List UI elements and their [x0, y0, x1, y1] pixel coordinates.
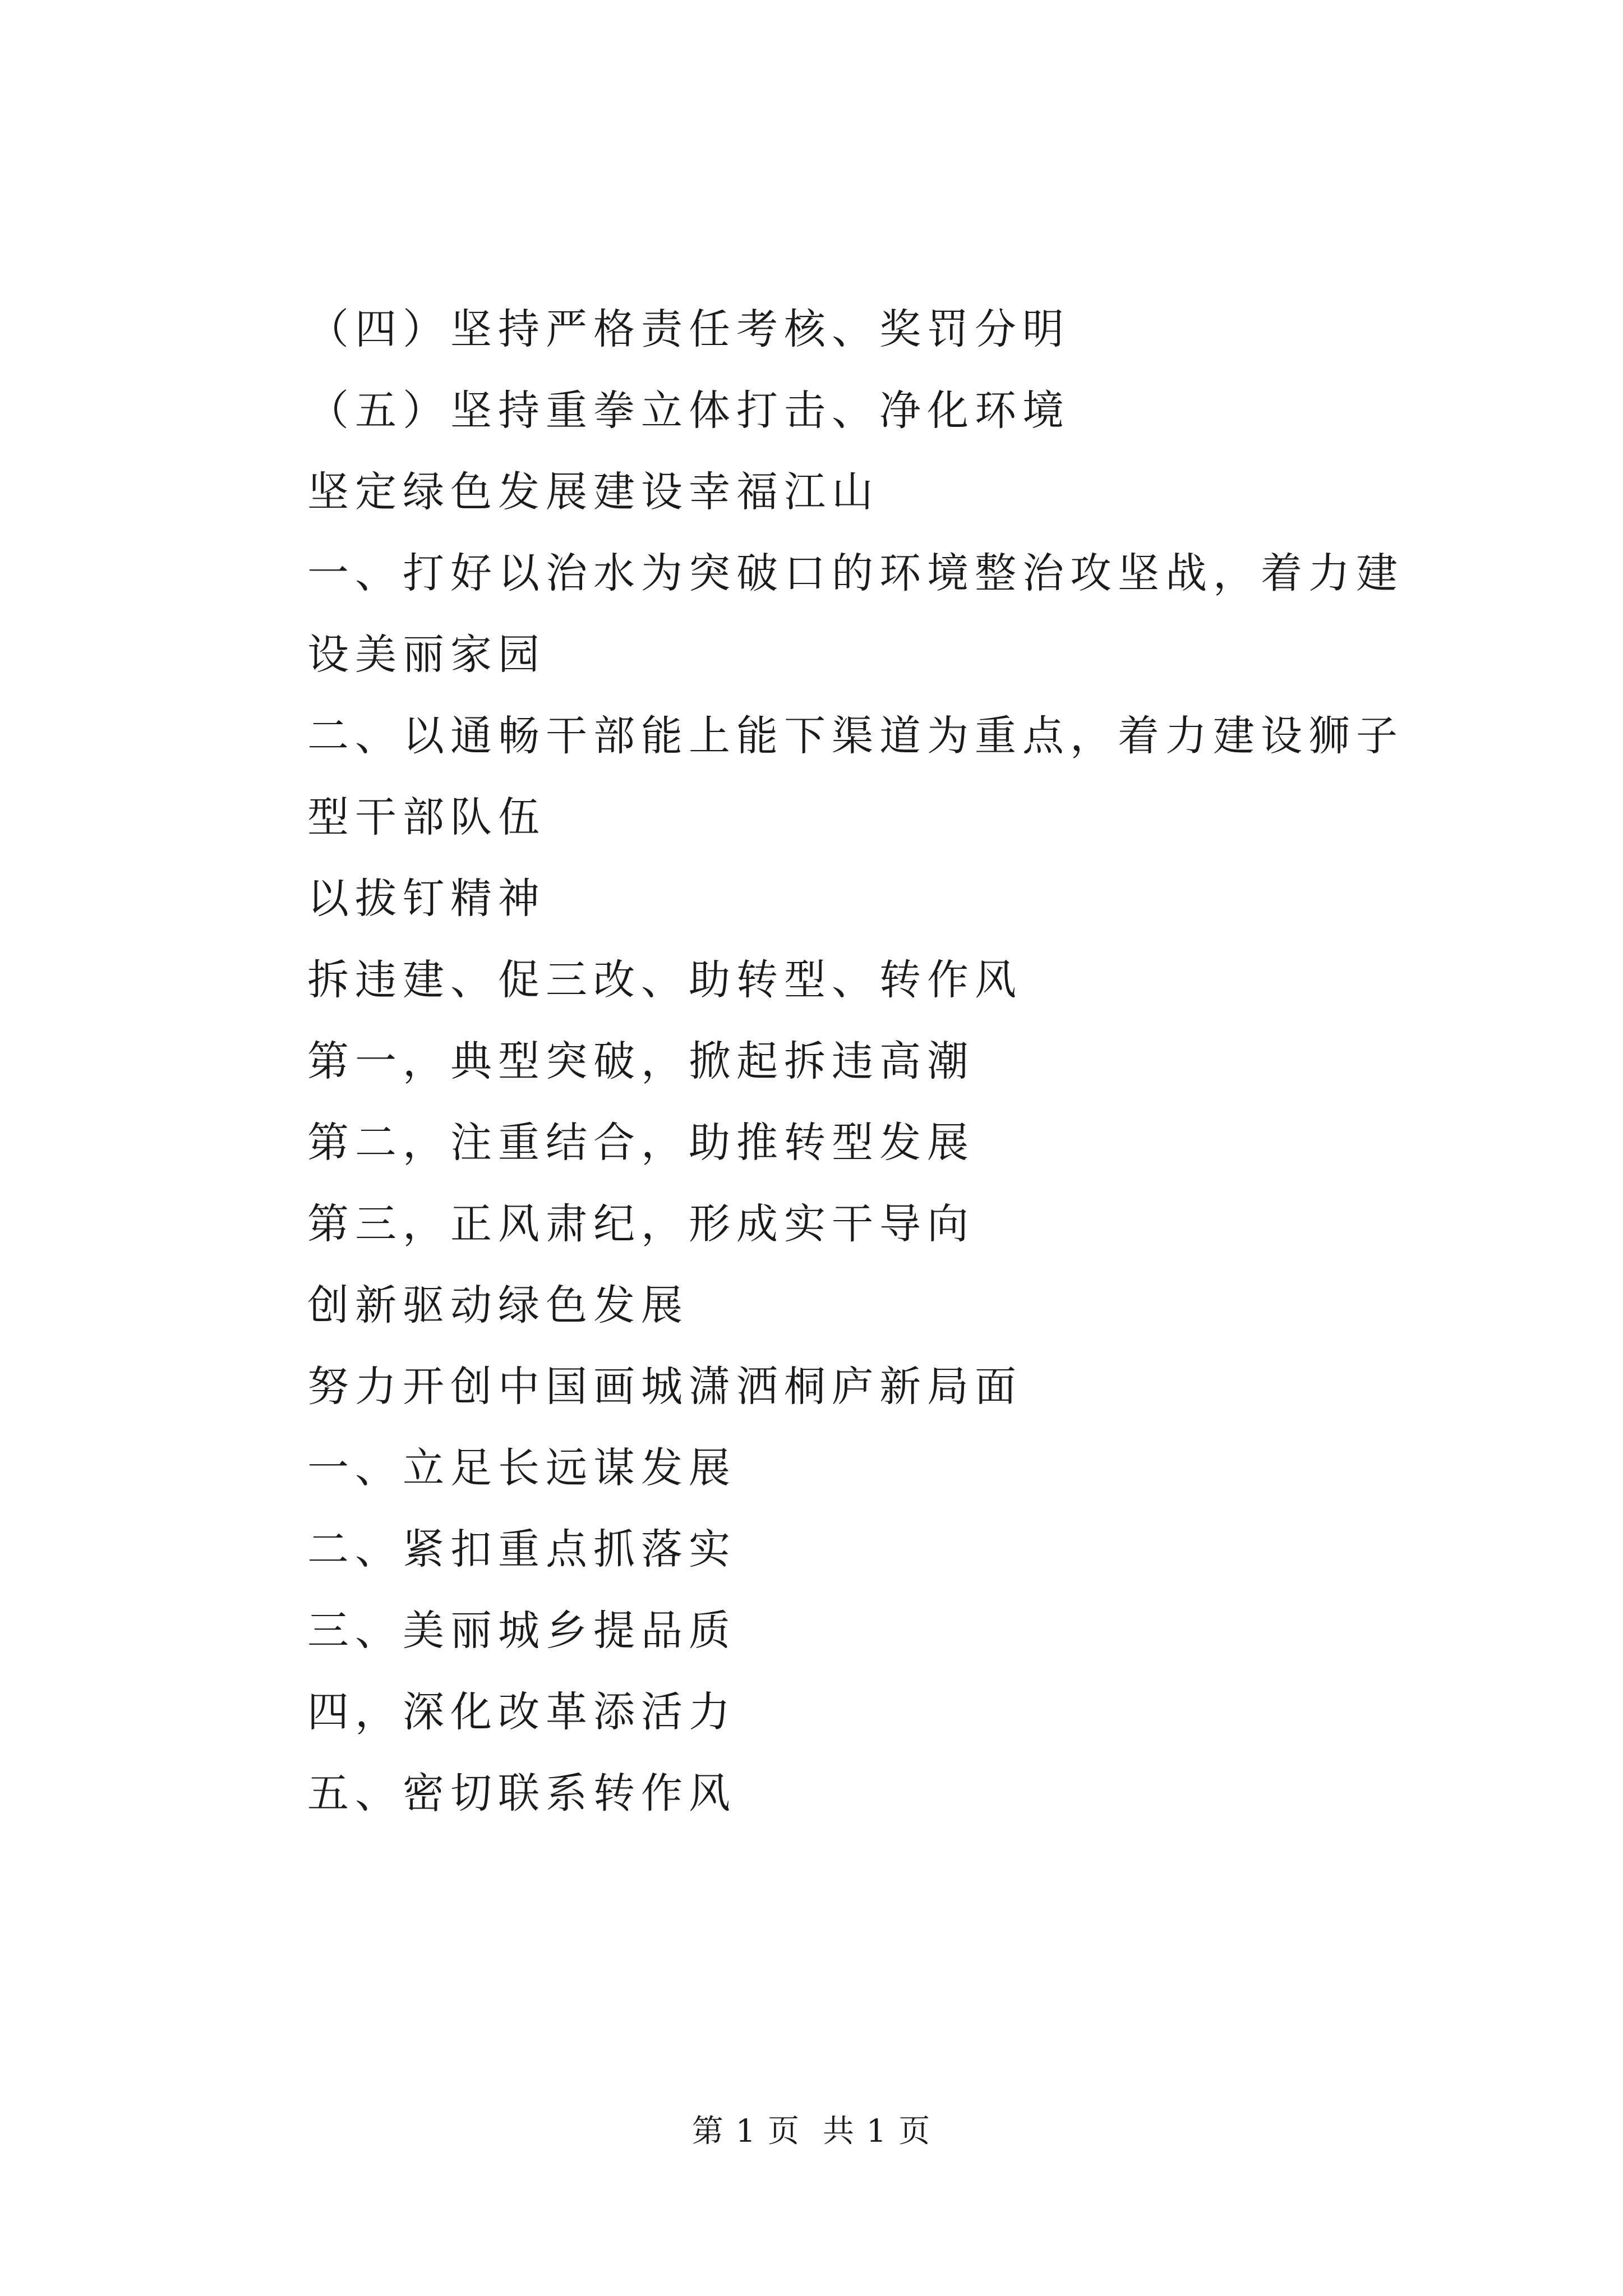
article-title: 创新驱动绿色发展 — [307, 1281, 689, 1329]
list-item: 第一，典型突破，掀起拆违高潮 — [307, 1037, 975, 1085]
list-item: 三、美丽城乡提品质 — [307, 1607, 736, 1655]
list-item: 第二，注重结合，助推转型发展 — [307, 1119, 975, 1167]
paragraph-item-2: 二、以通畅干部能上能下渠道为重点，着力建设狮子型干部队伍 — [307, 712, 1404, 841]
article-title: 坚定绿色发展建设幸福江山 — [307, 468, 879, 516]
page-number-total: 共 1 页 — [823, 2113, 932, 2150]
article-subtitle: 努力开创中国画城潇洒桐庐新局面 — [307, 1363, 1022, 1411]
list-item: 四，深化改革添活力 — [307, 1688, 736, 1736]
section-heading-4: （四）坚持严格责任考核、奖罚分明 — [307, 305, 1070, 353]
list-item: 第三，正风肃纪，形成实干导向 — [307, 1200, 975, 1248]
page-number-current: 第 1 页 — [691, 2113, 800, 2150]
section-heading-5: （五）坚持重拳立体打击、净化环境 — [307, 386, 1070, 435]
list-item: 二、紧扣重点抓落实 — [307, 1525, 736, 1573]
page-footer — [0, 2109, 1623, 2154]
document-body — [219, 289, 1441, 1834]
article-title: 以拔钉精神 — [307, 875, 546, 923]
list-item: 一、立足长远谋发展 — [307, 1444, 736, 1492]
paragraph-item-1: 一、打好以治水为突破口的环境整治攻坚战，着力建设美丽家园 — [307, 549, 1404, 679]
article-subtitle: 拆违建、促三改、助转型、转作风 — [307, 956, 1022, 1004]
list-item: 五、密切联系转作风 — [307, 1769, 736, 1818]
